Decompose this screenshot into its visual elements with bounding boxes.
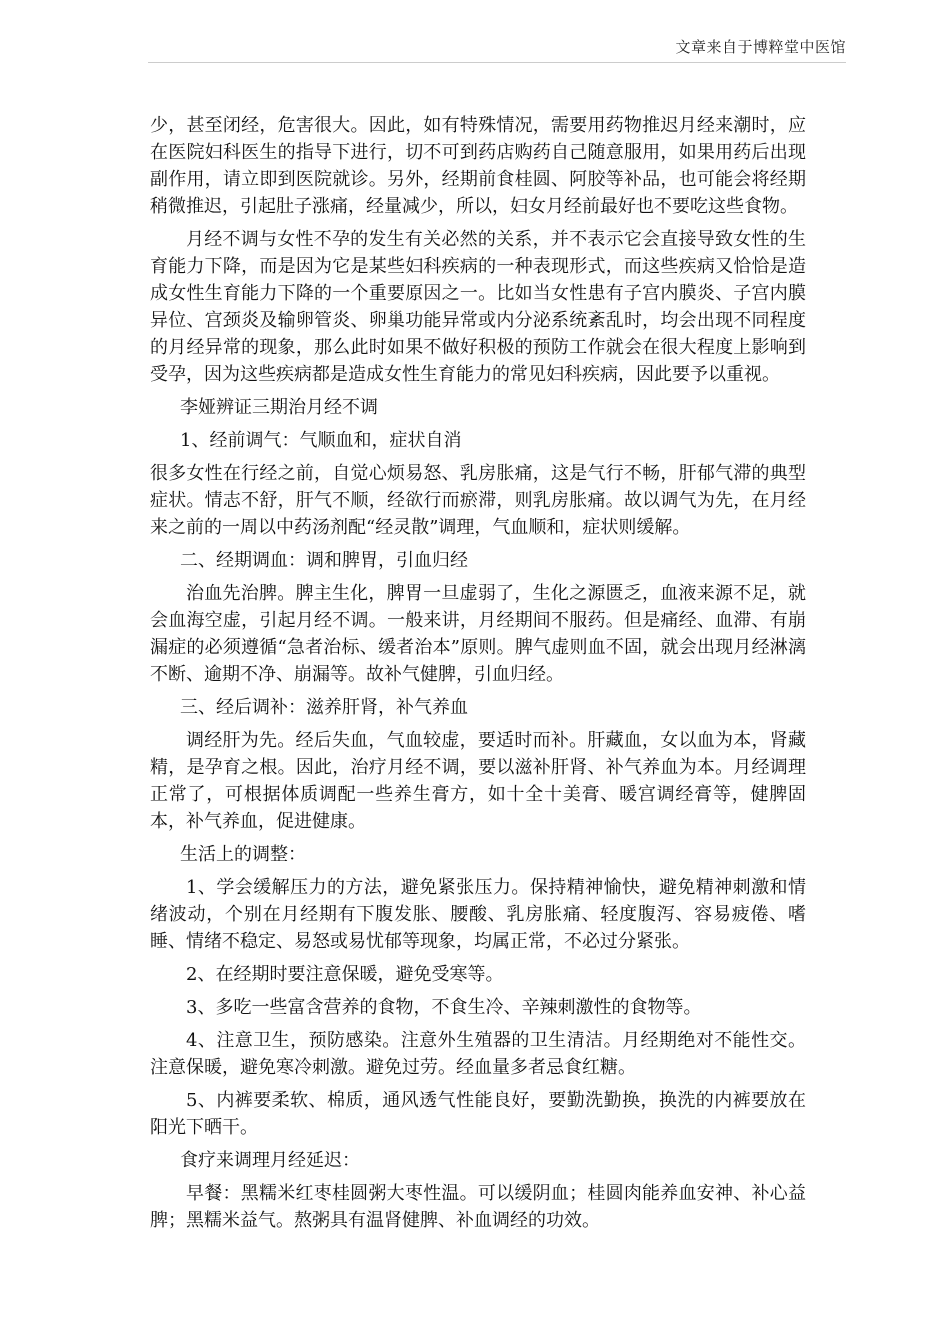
paragraph-4: 治血先治脾。脾主生化，脾胃一旦虚弱了，生化之源匮乏，血液来源不足，就会血海空虚，引起月经不调。一般来讲，月经期间不服药。但是痛经、血滞、有崩漏症的必须遵循“急者治标、缓者治本”原则。脾气虚则血不固，就会出现月经淋漓不断、逾期不净、崩漏等。故补气健脾，引血归经。 xyxy=(150,583,806,685)
article-body xyxy=(150,112,806,1240)
section-heading-2: 1、经前调气：气顺血和，症状自消 xyxy=(180,430,462,451)
paragraph-3: 很多女性在行经之前，自觉心烦易怒、乳房胀痛，这是气行不畅，肝郁气滞的典型症状。情志不舒，肝气不顺，经欲行而瘀滞，则乳房胀痛。故以调气为先，在月经来之前的一周以中药汤剂配“经灵散”调理，气血顺和，症状则缓解。 xyxy=(150,463,806,538)
section-heading-4: 三、经后调补：滋养肝肾，补气养血 xyxy=(180,697,468,718)
section-heading-5: 生活上的调整： xyxy=(180,844,306,865)
header-divider xyxy=(148,62,846,63)
list-item-5: 5、内裤要柔软、棉质，通风透气性能良好，要勤洗勤换，换洗的内裤要放在阳光下晒干。 xyxy=(150,1090,806,1138)
section-heading-1: 李娅辨证三期治月经不调 xyxy=(180,397,378,418)
list-item-3: 3、多吃一些富含营养的食物，不食生冷、辛辣刺激性的食物等。 xyxy=(186,997,702,1018)
list-item-1: 1、学会缓解压力的方法，避免紧张压力。保持精神愉快，避免精神刺激和情绪波动，个别在月经期有下腹发胀、腰酸、乳房胀痛、轻度腹泻、容易疲倦、嗜睡、情绪不稳定、易怒或易忧郁等现象，均属正常，不必过分紧张。 xyxy=(150,877,806,952)
list-item-4: 4、注意卫生，预防感染。注意外生殖器的卫生清洁。月经期绝对不能性交。注意保暖，避免寒冷刺激。避免过劳。经血量多者忌食红糖。 xyxy=(150,1030,806,1078)
paragraph-6: 早餐：黑糯米红枣桂圆粥大枣性温。可以缓阴血；桂圆肉能养血安神、补心益脾；黑糯米益气。熬粥具有温肾健脾、补血调经的功效。 xyxy=(150,1183,806,1231)
section-heading-3: 二、经期调血：调和脾胃，引血归经 xyxy=(180,550,468,571)
paragraph-1: 少，甚至闭经，危害很大。因此，如有特殊情况，需要用药物推迟月经来潮时，应在医院妇科医生的指导下进行，切不可到药店购药自己随意服用，如果用药后出现副作用，请立即到医院就诊。另外，经期前食桂圆、阿胶等补品，也可能会将经期稍微推迟，引起肚子涨痛，经量减少，所以，妇女月经前最好也不要吃这些食物。 xyxy=(150,115,806,217)
page-header-source: 文章来自于博粹堂中医馆 xyxy=(675,38,846,56)
paragraph-5: 调经肝为先。经后失血，气血较虚，要适时而补。肝藏血，女以血为本，肾藏精，是孕育之根。因此，治疗月经不调，要以滋补肝肾、补气养血为本。月经调理正常了，可根据体质调配一些养生膏方，如十全十美膏、暖宫调经膏等，健脾固本，补气养血，促进健康。 xyxy=(150,730,806,832)
section-heading-6: 食疗来调理月经延迟： xyxy=(180,1150,360,1171)
list-item-2: 2、在经期时要注意保暖，避免受寒等。 xyxy=(186,964,504,985)
paragraph-2: 月经不调与女性不孕的发生有关必然的关系，并不表示它会直接导致女性的生育能力下降，而是因为它是某些妇科疾病的一种表现形式，而这些疾病又恰恰是造成女性生育能力下降的一个重要原因之一。比如当女性患有子宫内膜炎、子宫内膜异位、宫颈炎及输卵管炎、卵巢功能异常或内分泌系统紊乱时，均会出现不同程度的月经异常的现象，那么此时如果不做好积极的预防工作就会在很大程度上影响到受孕，因为这些疾病都是造成女性生育能力的常见妇科疾病，因此要予以重视。 xyxy=(150,229,806,385)
